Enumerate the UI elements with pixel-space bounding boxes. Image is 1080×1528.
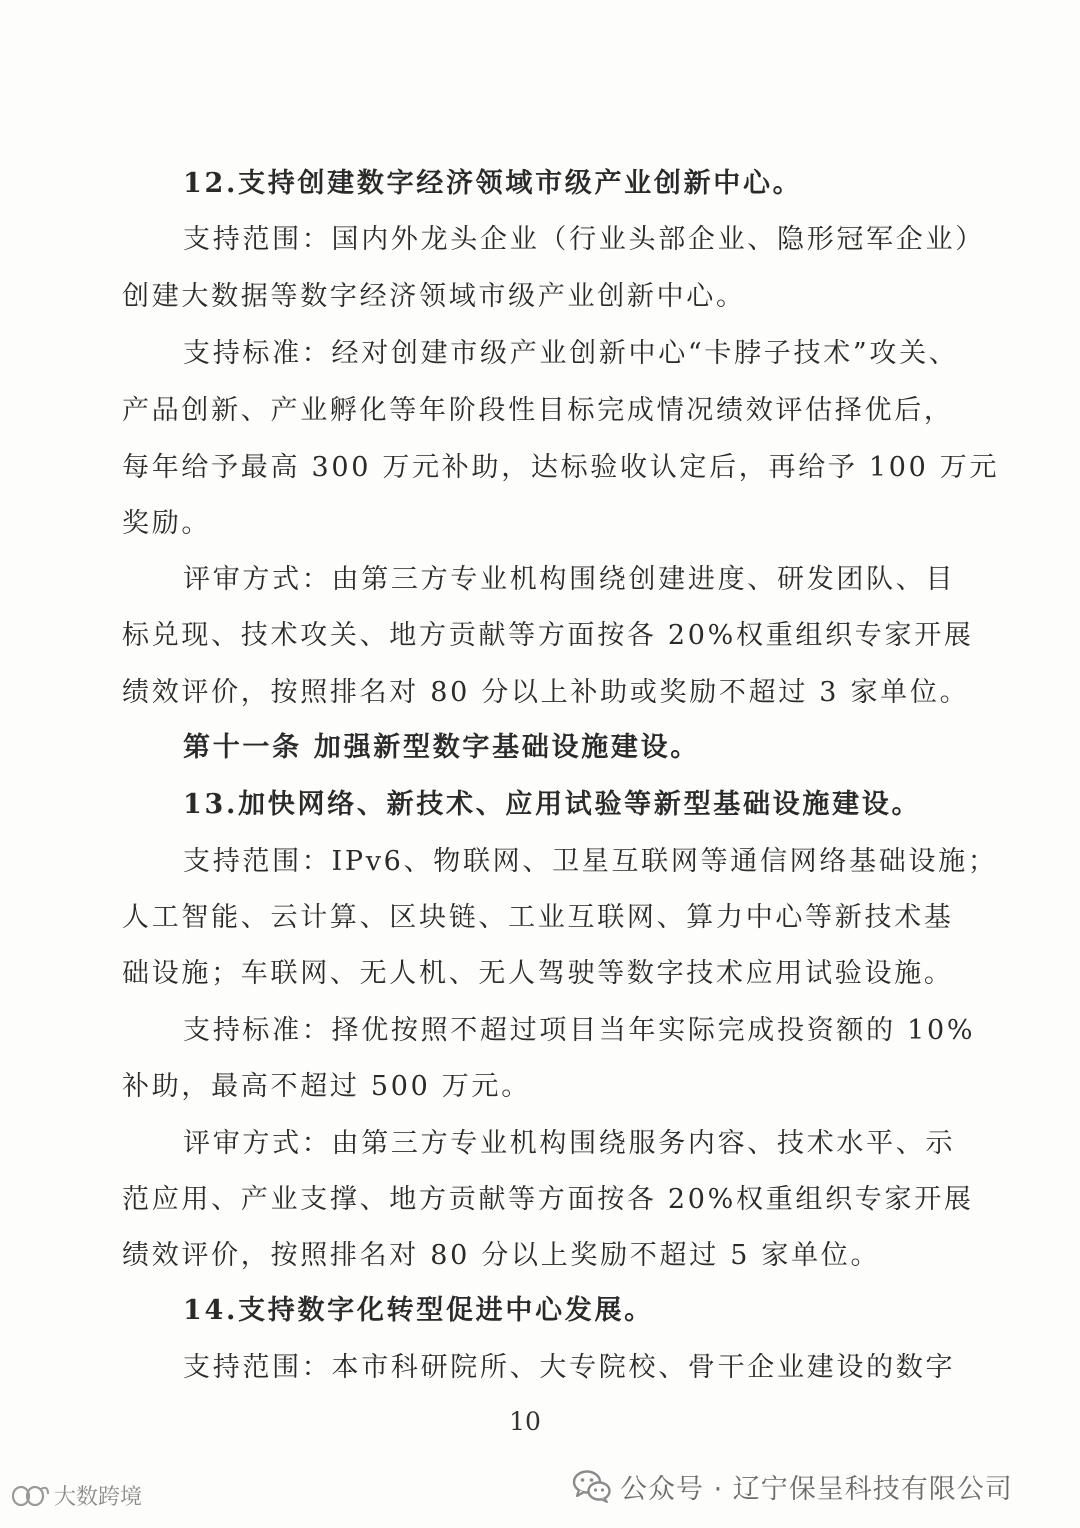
paragraph-line: 每年给予最高 300 万元补助，达标验收认定后，再给予 100 万元 — [122, 452, 1000, 483]
page-number: 10 — [509, 1407, 541, 1436]
paragraph-line: 范应用、产业支撑、地方贡献等方面按各 20%权重组织专家开展 — [122, 1184, 974, 1215]
paragraph-line: 评审方式：由第三方专业机构围绕创建进度、研发团队、目 — [183, 564, 956, 595]
paragraph-line: 支持范围：国内外龙头企业（行业头部企业、隐形冠军企业） — [183, 224, 985, 255]
paragraph-line: 评审方式：由第三方专业机构围绕服务内容、技术水平、示 — [183, 1128, 956, 1159]
paragraph-line: 绩效评价，按照排名对 80 分以上奖励不超过 5 家单位。 — [122, 1240, 881, 1271]
paragraph-line: 础设施；车联网、无人机、无人驾驶等数字技术应用试验设施。 — [122, 958, 954, 989]
logo-icon — [10, 1482, 50, 1510]
paragraph-line: 支持标准：择优按照不超过项目当年实际完成投资额的 10% — [183, 1015, 976, 1046]
paragraph-line: 支持标准：经对创建市级产业创新中心“卡脖子技术”攻关、 — [183, 338, 959, 369]
watermark-brand-text: 大数跨境 — [54, 1485, 143, 1510]
heading-item-13: 13.加快网络、新技术、应用试验等新型基础设施建设。 — [183, 789, 922, 820]
paragraph-line: 奖励。 — [122, 508, 212, 539]
paragraph-line: 人工智能、云计算、区块链、工业互联网、算力中心等新技术基 — [122, 902, 954, 933]
paragraph-line: 产品创新、产业孵化等年阶段性目标完成情况绩效评估择优后， — [122, 395, 954, 426]
article-heading: 第十一条 加强新型数字基础设施建设。 — [183, 732, 700, 763]
brand-watermark — [10, 1480, 142, 1511]
paragraph-line: 支持范围：本市科研院所、大专院校、骨干企业建设的数字 — [183, 1352, 956, 1383]
paragraph-line: 支持范围：IPv6、物联网、卫星互联网等通信网络基础设施； — [183, 846, 998, 877]
paragraph-line: 补助，最高不超过 500 万元。 — [122, 1071, 531, 1102]
paragraph-line: 创建大数据等数字经济领域市级产业创新中心。 — [122, 281, 746, 312]
paragraph-line: 绩效评价，按照排名对 80 分以上补助或奖励不超过 3 家单位。 — [122, 677, 970, 708]
heading-item-14: 14.支持数字化转型促进中心发展。 — [183, 1295, 654, 1326]
heading-item-12: 12.支持创建数字经济领域市级产业创新中心。 — [183, 168, 803, 199]
paragraph-line: 标兑现、技术攻关、地方贡献等方面按各 20%权重组织专家开展 — [122, 620, 974, 651]
watermark-account-text: 公众号 · 辽宁保呈科技有限公司 — [620, 1473, 1013, 1505]
wechat-watermark — [572, 1466, 1013, 1506]
wechat-icon — [572, 1469, 612, 1503]
